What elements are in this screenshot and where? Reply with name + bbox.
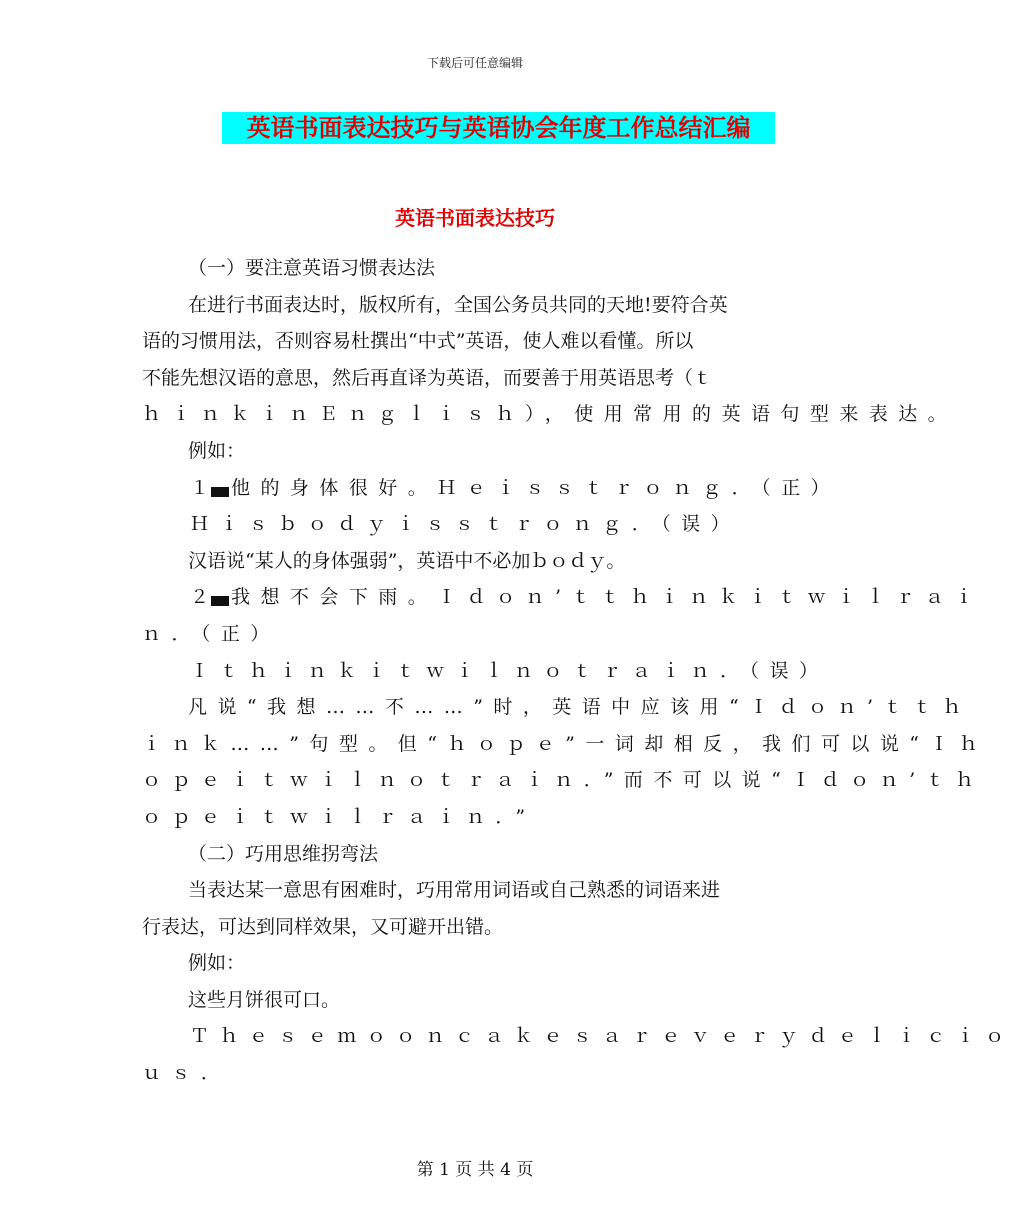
example-text: 他的身体很好。Ｈｅｉｓｓｔｒｏｎｇ．（正） <box>231 476 840 499</box>
paragraph-line: 当表达某一意思有困难时，巧用常用词语或自己熟悉的词语来进 <box>188 879 721 902</box>
example-number: １ <box>190 476 210 499</box>
example-text: 我想不会下雨。Ｉｄｏｎ’ｔｔｈｉｎｋｉｔｗｉｌｒａｉ <box>231 586 984 609</box>
page-header: 下载后可任意编辑 <box>426 56 523 70</box>
example-number: ２ <box>190 586 210 609</box>
heading-1: （一）要注意英语习惯表达法 <box>188 257 436 279</box>
paragraph-line: 汉语说“某人的身体强弱”，英语中不必加ｂｏｄｙ。 <box>188 549 626 572</box>
paragraph-line: 行表达，可达到同样效果，又可避开出错。 <box>142 915 504 938</box>
paragraph-line: ｉｎｋ……”句型。但“ｈｏｐｅ”一词却相反，我们可以说“Ｉｈ <box>142 732 989 755</box>
section-title: 英语书面表达技巧 <box>395 206 555 230</box>
paragraph-line: ｕｓ． <box>142 1062 231 1085</box>
document-body <box>142 250 1015 1092</box>
example-2-correct <box>142 579 984 616</box>
paragraph-line: ｏｐｅｉｔｗｉｌｎｏｔｒａｉｎ．”而不可以说“Ｉｄｏｎ’ｔｈ <box>142 769 985 792</box>
example-label: 例如： <box>188 439 246 462</box>
paragraph-line: 不能先想汉语的意思，然后再直译为英语，而要善于用英语思考（ｔ <box>142 366 713 389</box>
example-chinese: 这些月饼很可口。 <box>188 988 341 1011</box>
paragraph-line: 在进行书面表达时，版权所有，全国公务员共同的天地!要符合英 <box>188 293 728 316</box>
paragraph-line: ｎ．（正） <box>142 622 280 645</box>
example-1-wrong: Ｈｉｓｂｏｄｙｉｓｓｔｒｏｎｇ．（误） <box>190 513 741 536</box>
example-1-correct <box>142 470 840 507</box>
paragraph-line: 凡说“我想……不……”时，英语中应该用“Ｉｄｏｎ’ｔｔｈ <box>188 696 972 719</box>
paragraph-line: 语的习惯用法，否则容易杜撰出“中式”英语，使人难以看懂。所以 <box>142 330 694 353</box>
example-2-wrong: Ｉｔｈｉｎｋｉｔｗｉｌｎｏｔｒａｉｎ．（误） <box>190 659 829 682</box>
paragraph-line: ｏｐｅｉｔｗｉｌｒａｉｎ．” <box>142 805 536 828</box>
heading-2: （二）巧用思维拐弯法 <box>188 842 379 865</box>
paragraph-line: ｈｉｎｋｉｎＥｎｇｌｉｓｈ），使用常用的英语句型来表达。 <box>142 403 958 426</box>
page-footer: 第 1 页 共 4 页 <box>416 1160 534 1180</box>
bracket-mark-icon <box>211 596 229 606</box>
example-english: Ｔｈｅｓｅｍｏｏｎｃａｋｅｓａｒｅｖｅｒｙｄｅｌｉｃｉｏ <box>190 1025 1015 1048</box>
document-title: 英语书面表达技巧与英语协会年度工作总结汇编 <box>222 112 775 144</box>
example-label: 例如： <box>188 952 246 975</box>
bracket-mark-icon <box>211 487 229 497</box>
